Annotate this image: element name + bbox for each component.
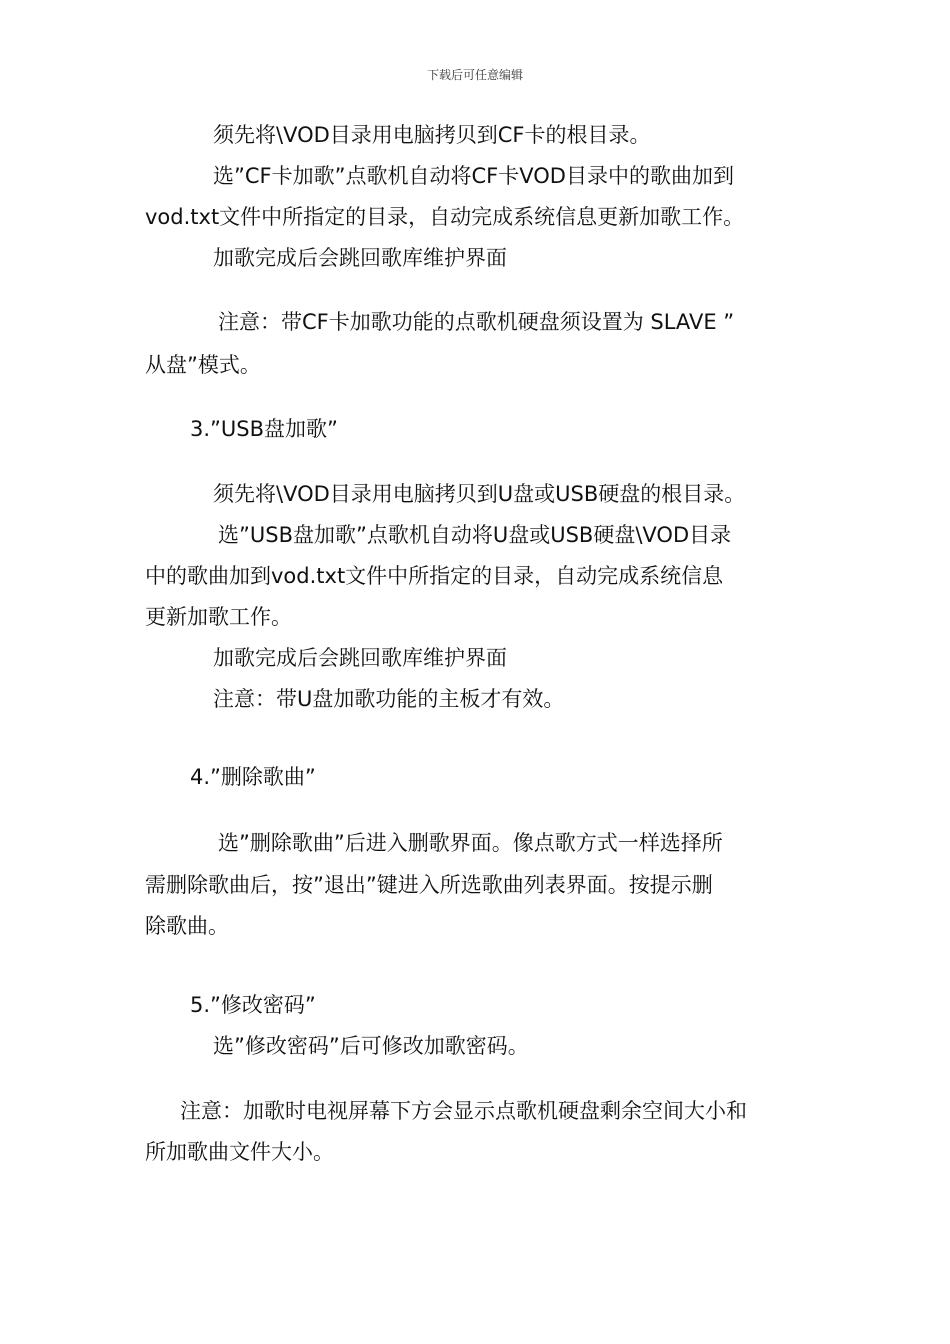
- note-line: 注意：加歌时电视屏幕下方会显示点歌机硬盘剩余空间大小和: [180, 1099, 747, 1123]
- note-line: 注意：带CF卡加歌功能的点歌机硬盘须设置为 SLAVE ”: [218, 310, 735, 334]
- header-note: 下载后可任意编辑: [426, 68, 523, 82]
- paragraph-line: 更新加歌工作。: [145, 605, 292, 629]
- paragraph-line: vod.txt文件中所指定的目录，自动完成系统信息更新加歌工作。: [145, 205, 745, 229]
- paragraph-line: 须先将\VOD目录用电脑拷贝到CF卡的根目录。: [213, 123, 651, 147]
- paragraph-line: 选”删除歌曲”后进入删歌界面。像点歌方式一样选择所: [218, 831, 723, 855]
- paragraph-line: 除歌曲。: [145, 914, 229, 938]
- section-heading: 4.”删除歌曲”: [190, 765, 316, 789]
- paragraph-line: 需删除歌曲后，按”退出”键进入所选歌曲列表界面。按提示删: [145, 873, 713, 897]
- paragraph-line: 选”修改密码”后可修改加歌密码。: [213, 1034, 529, 1058]
- section-heading: 5.”修改密码”: [190, 993, 316, 1017]
- note-line: 所加歌曲文件大小。: [145, 1140, 334, 1164]
- paragraph-line: 中的歌曲加到vod.txt文件中所指定的目录，自动完成系统信息: [145, 564, 724, 588]
- paragraph-line: 加歌完成后会跳回歌库维护界面: [213, 246, 507, 270]
- paragraph-line: 须先将\VOD目录用电脑拷贝到U盘或USB硬盘的根目录。: [213, 482, 746, 506]
- paragraph-line: 选”CF卡加歌”点歌机自动将CF卡VOD目录中的歌曲加到: [213, 164, 734, 188]
- note-line: 从盘”模式。: [145, 353, 261, 377]
- note-line: 注意：带U盘加歌功能的主板才有效。: [213, 687, 565, 711]
- section-heading: 3.”USB盘加歌”: [190, 417, 338, 441]
- paragraph-line: 加歌完成后会跳回歌库维护界面: [213, 646, 507, 670]
- paragraph-line: 选”USB盘加歌”点歌机自动将U盘或USB硬盘\VOD目录: [218, 523, 732, 547]
